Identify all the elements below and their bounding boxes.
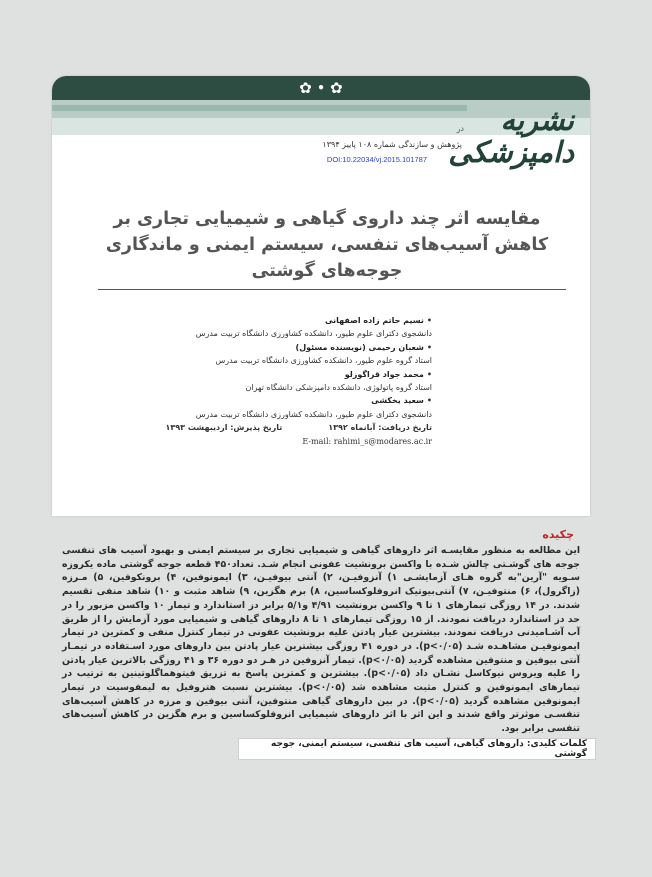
issue-info: پژوهش و سازندگی شماره ۱۰۸ پاییز ۱۳۹۴ <box>322 140 462 149</box>
logo-prefix: در <box>456 124 464 133</box>
abstract-heading: چکیده <box>542 528 574 541</box>
author-affiliation: استاد گروه پاتولوژی، دانشکده دامپزشکی دانشگاه تهران <box>245 383 432 393</box>
author-affiliation: استاد گروه علوم طیور، دانشکده کشاورزی دانشگاه تربیت مدرس <box>215 356 432 366</box>
author-name: محمد جواد قراگوزلو <box>344 369 424 379</box>
author-item: •سعید یخکشی <box>371 396 432 406</box>
header-stripe <box>52 105 467 111</box>
doi-link[interactable]: DOI:10.22034/vj.2015.101787 <box>326 155 427 164</box>
author-name: نسیم حاتم زاده اصفهانی <box>325 316 424 325</box>
keywords-box <box>238 738 596 760</box>
header-bar <box>52 76 590 100</box>
received-date: تاریخ دریافت: آبانماه ۱۳۹۲ <box>328 423 432 433</box>
dates-row <box>132 421 432 434</box>
author-block <box>132 314 432 448</box>
keywords-text: کلمات کلیدی: داروهای گیاهی، آسیب های تنفسی، سیستم ایمنی، جوجه گوشتی <box>271 739 587 759</box>
abstract-text: این مطالعه به منظور مقایسـه اثر داروهای گیاهی و شیمیایی تجاری بر سیستم ایمنی و بهبود آسیب های تنفسی جوجه های گوشـتی چالش شـده با واکسن برونشیت عفونی انجام شـد. تعداد۴۵۰ قطعه جوجه گوشتی ماده یکروزه سـویه "آرین"به گروه هـای آزمایشـی ۱) آنزوفیـن، ۲) آنتی بیوفیـن، ۳) ایمونوفین، ۴) برونکوفین، ۵) مـرزه (زاگرول)، ۶) منتوفیـن، ۷) آنتی‌بیوتیک انروفلوکساسین، ۸) برم هگزین، ۹) شاهد مثبت و ۱۰) شاهد منفی تقسیم شدند. در ۱۴ روزگی تیمارهای ۱ تا ۹ واکسن برونشیت ۴/۹۱ و۵/۱ برابر دز استاندارد و تیمار ۱۰ واکسن مزبور را در حد دز استاندارد دریافت نمودند. از ۱۵ روزگی تیمارهای ۱ تا ۸ داروهای گیاهی و شیمیایی مورد آزمایش را از طریق آب آشـامیدنی دریافت نمودند. بیشترین عیار پادتن علیه برونشیت عفونی در تیمار کنترل منفی و کمترین در تیمار ایمونوفیـن مشاهـده شـد (p<۰/۰۵). در دوره ۴۱ روزگی بیشترین عیار پادتن بین داروهای مورد اسـتفاده در تیمـار آنتی بیوفین و منتوفین مشاهده گردید (p<۰/۰۵). تیمار آنزوفین در هـر دو دوره ۳۶ و ۴۱ روزگی بالاترین عیار پادتن را علیه ویروس نیوکاسل نشـان داد (p<۰/۰۵). بیشترین و کمترین پاسخ به تزریق فیتوهماگلوتینین به ترتیب در تیمارهای ایمونوفین و کنترل مثبت مشاهده شد (p<۰/۰۵). بیشترین نسبت هتروفیل به لیمفوسیت در تیمار ایمونوفین مشاهده گردید (p<۰/۰۵). در بین داروهای گیاهی منتوفین، آنتی بیوفین و مرزه در کاهش آسیب‌های تنفسـی موثرتر واقع شدند و این اثر با اثر داروهای شیمیایی انروفلوکساسین و برم هگزین در کاهش آسیب‌های تنفسی برابر بود. <box>62 545 581 735</box>
author-name: سعید یخکشی <box>371 396 424 406</box>
author-affiliation: دانشجوی دکترای علوم طیور، دانشکده کشاورزی دانشگاه تربیت مدرس <box>195 329 432 339</box>
article-title: مقایسه اثر چند داروی گیاهی و شیمیایی تجاری بر کاهش آسیب‌های تنفسی، سیستم ایمنی و ماندگاری جوجه‌های گوشتی <box>105 209 549 281</box>
author-affiliation: دانشجوی دکترای علوم طیور، دانشکده کشاورزی دانشگاه تربیت مدرس <box>195 409 432 419</box>
ornament-icon: ✿ • ✿ <box>299 79 343 97</box>
author-item: •محمد جواد قراگوزلو <box>344 369 432 379</box>
author-name: شعبان رحیمی (نویسنده مسئول) <box>295 342 424 352</box>
journal-page <box>52 76 590 516</box>
journal-logo: نشریه دامپزشکی <box>448 103 574 169</box>
author-item: •نسیم حاتم زاده اصفهانی <box>325 316 432 325</box>
email-link[interactable]: E-mail: rahimi_s@modares.ac.ir <box>302 436 432 446</box>
title-divider <box>98 289 566 290</box>
accepted-date: تاریخ پذیرش: اردیبهشت ۱۳۹۳ <box>165 423 283 433</box>
author-item: •شعبان رحیمی (نویسنده مسئول) <box>295 342 432 352</box>
